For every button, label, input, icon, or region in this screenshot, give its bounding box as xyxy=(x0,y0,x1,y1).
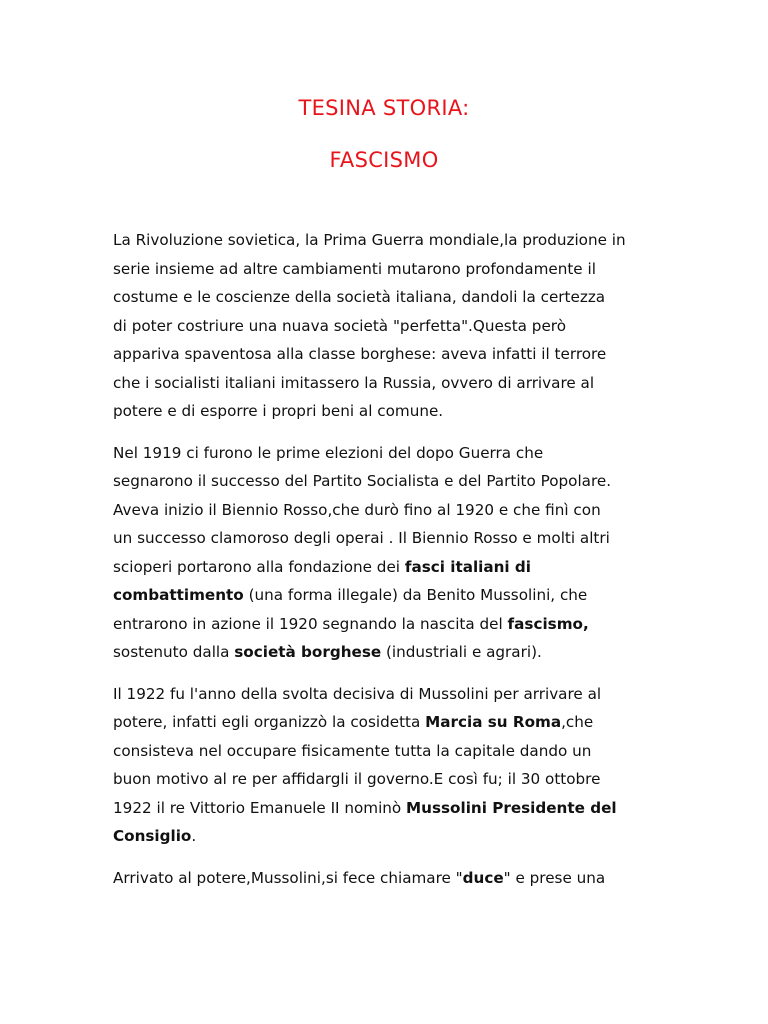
text-line xyxy=(113,397,673,426)
text-segment: scioperi portarono alla fondazione dei xyxy=(113,557,405,576)
text-segment: " e prese una xyxy=(503,868,606,887)
text-segment: 1922 il re Vittorio Emanuele II nominò xyxy=(113,798,407,817)
text-line xyxy=(113,369,673,398)
text-line xyxy=(113,680,673,709)
text-segment: entrarono in azione il 1920 segnando la nascita del xyxy=(113,614,508,633)
text-line xyxy=(113,708,673,737)
text-segment: di poter costriure una nuava società "perfetta".Questa però xyxy=(113,316,566,335)
text-segment: un successo clamoroso degli operai . Il Biennio Rosso e molti altri xyxy=(113,529,610,547)
text-segment: costume e le coscienze della società italiana, dandoli la certezza xyxy=(113,288,606,306)
document-title: TESINA STORIA: xyxy=(298,96,470,120)
text-line xyxy=(113,524,673,553)
text-line xyxy=(113,467,673,496)
text-segment: appariva spaventosa alla classe borghese: aveva infatti il terrore xyxy=(113,345,607,363)
text-segment: ,che xyxy=(561,713,594,731)
paragraph xyxy=(113,439,673,667)
bold-term: fasci italiani di xyxy=(404,557,531,576)
bold-term: combattimento xyxy=(113,586,244,604)
paragraph xyxy=(113,680,673,851)
text-line xyxy=(113,864,673,893)
text-line xyxy=(113,340,673,369)
text-line xyxy=(113,794,673,823)
text-line xyxy=(113,638,673,667)
text-segment: (una forma illegale) da Benito Mussolini, che xyxy=(243,586,588,604)
text-segment: La Rivoluzione sovietica, la Prima Guerra mondiale,la produzione in xyxy=(113,231,626,249)
text-line xyxy=(113,439,673,468)
text-segment: Nel 1919 ci furono le prime elezioni del dopo Guerra che xyxy=(113,443,544,462)
bold-term: Consiglio xyxy=(113,827,192,845)
bold-term: società borghese xyxy=(234,643,382,661)
text-segment: Il 1922 fu l'anno della svolta decisiva di Mussolini per arrivare al xyxy=(113,684,602,703)
text-line xyxy=(113,496,673,525)
text-line xyxy=(113,610,673,639)
text-segment: Aveva inizio il Biennio Rosso,che durò fino al 1920 e che finì con xyxy=(113,500,601,519)
text-line xyxy=(113,822,673,851)
bold-term: Marcia su Roma xyxy=(425,713,562,731)
text-line xyxy=(113,737,673,766)
text-line xyxy=(113,255,673,284)
text-segment: consisteva nel occupare fisicamente tutta la capitale dando un xyxy=(113,741,592,760)
text-segment: sostenuto dalla xyxy=(113,643,235,661)
paragraph xyxy=(113,226,673,426)
text-segment: potere, infatti egli organizzò la cosidetta xyxy=(113,713,426,731)
bold-term: duce xyxy=(462,868,504,887)
bold-term: Mussolini Presidente del xyxy=(406,798,617,817)
bold-term: fascismo, xyxy=(507,614,589,633)
document-subtitle: FASCISMO xyxy=(329,148,439,172)
text-segment: potere e di esporre i propri beni al comune. xyxy=(113,402,444,420)
text-line xyxy=(113,312,673,341)
text-line xyxy=(113,765,673,794)
text-segment: Arrivato al potere,Mussolini,si fece chiamare " xyxy=(113,868,463,887)
document-body xyxy=(113,226,673,905)
text-segment: buon motivo al re per affidargli il governo.E così fu; il 30 ottobre xyxy=(113,770,601,788)
paragraph xyxy=(113,864,673,893)
text-line xyxy=(113,553,673,582)
text-segment: segnarono il successo del Partito Socialista e del Partito Popolare. xyxy=(113,472,612,490)
text-segment: . xyxy=(191,827,197,845)
text-line xyxy=(113,581,673,610)
text-segment: (industriali e agrari). xyxy=(381,643,542,661)
text-line xyxy=(113,283,673,312)
text-segment: serie insieme ad altre cambiamenti mutarono profondamente il xyxy=(113,259,596,278)
text-segment: che i socialisti italiani imitassero la Russia, ovvero di arrivare al xyxy=(113,373,595,392)
text-line xyxy=(113,226,673,255)
